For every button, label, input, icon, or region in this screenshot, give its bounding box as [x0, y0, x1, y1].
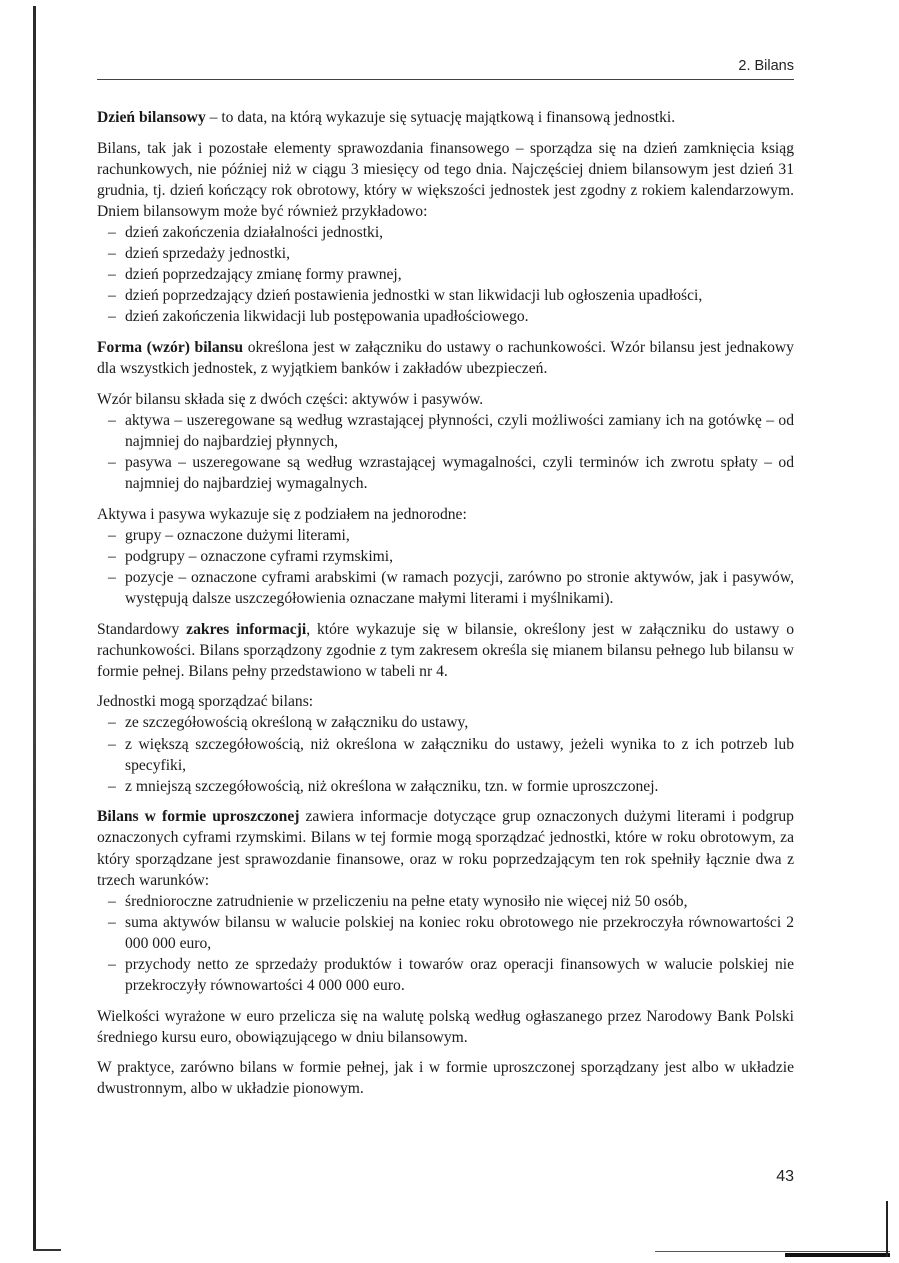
paragraph-text: określona jest w załączniku do ustawy o rachunkowości. Wzór bilansu jest jednakowy dla wszystkich jednostek, z wyjątkiem banków i zakładów ubezpieczeń.	[97, 338, 794, 378]
paragraph-dzien-bilansowy	[97, 107, 794, 128]
list-item: – podgrupy – oznaczone cyframi rzymskimi,	[97, 546, 794, 567]
scan-edge-foot	[33, 1249, 61, 1251]
list-item: – dzień zakończenia likwidacji lub postępowania upadłościowego.	[97, 306, 794, 327]
paragraph-text: zawiera informacje dotyczące grup oznaczonych dużymi literami i podgrup oznaczonych cyframi rzymskimi. Bilans w tej formie mogą sporządzać jednostki, które w roku obrotowym, za który sporządzane jest sprawozdanie finansowe, oraz w roku poprzedzającym ten rok spełniły łącznie dwa z trzech warunków:	[97, 808, 794, 889]
paragraph-forma-bilansu	[97, 337, 794, 379]
list-item: – pozycje – oznaczone cyframi arabskimi (w ramach pozycji, zarówno po stronie aktywów, jak i pasywów, występują dalsze uszczegółowienia oznaczane małymi literami i myślnikami).	[97, 567, 794, 609]
scan-corner-shadow	[655, 1243, 890, 1257]
header-rule	[97, 79, 794, 80]
term-zakres-informacji: zakres informacji	[186, 620, 307, 638]
list-item: – dzień zakończenia działalności jednostki,	[97, 222, 794, 243]
list-warunki	[97, 891, 794, 996]
paragraph-podzial: Aktywa i pasywa wykazuje się z podziałem na jednorodne:	[97, 505, 467, 523]
list-item: – dzień sprzedaży jednostki,	[97, 243, 794, 264]
page-number: 43	[776, 1168, 794, 1185]
list-item: – grupy – oznaczone dużymi literami,	[97, 525, 794, 546]
running-header	[97, 58, 794, 80]
scan-corner-vertical	[886, 1201, 888, 1257]
list-podzial	[97, 525, 794, 609]
scan-edge-shadow	[33, 6, 36, 1251]
list-item: – suma aktywów bilansu w walucie polskiej na koniec roku obrotowego nie przekroczyła równowartości 2 000 000 euro,	[97, 912, 794, 954]
list-szczegolowosc	[97, 712, 794, 796]
scan-corner-bar	[785, 1253, 890, 1257]
list-item: – pasywa – uszeregowane są według wzrastającej wymagalności, czyli terminów ich zwrotu spłaty – od najmniej do najbardziej wymagalnych.	[97, 452, 794, 494]
paragraph-text: – to data, na którą wykazuje się sytuację majątkową i finansową jednostki.	[205, 109, 676, 126]
paragraph-przeliczenie-euro: Wielkości wyrażone w euro przelicza się na walutę polską według ogłaszanego przez Narodowy Bank Polski średniego kursu euro, obowiązującego w dniu bilansowym.	[97, 1007, 794, 1046]
list-item: – dzień poprzedzający dzień postawienia jednostki w stan likwidacji lub ogłoszenia upadłości,	[97, 285, 794, 306]
scan-corner-line	[655, 1251, 890, 1252]
paragraph-text: , które wykazuje się w bilansie, określony jest w załączniku do ustawy o rachunkowości. Bilans sporządzony zgodnie z tym zakresem określa się mianem bilansu pełnego lub bilansu w formie pełnej. Bilans pełny przedstawiono w tabeli nr 4.	[97, 620, 794, 680]
term-forma-bilansu: Forma (wzór) bilansu	[97, 338, 244, 356]
paragraph-text: Standardowy	[97, 620, 187, 638]
paragraph-zakres-informacji	[97, 619, 794, 682]
list-item: – przychody netto ze sprzedaży produktów i towarów oraz operacji finansowych w walucie polskiej nie przekroczyły równowartości 4 000 000 euro.	[97, 954, 794, 996]
term-bilans-uproszczony: Bilans w formie uproszczonej	[97, 808, 300, 826]
paragraph-wzor-bilansu: Wzór bilansu składa się z dwóch części: aktywów i pasywów.	[97, 390, 484, 408]
list-dni-bilansowe	[97, 222, 794, 327]
chapter-title: 2. Bilans	[738, 58, 794, 74]
list-item: – dzień poprzedzający zmianę formy prawnej,	[97, 264, 794, 285]
list-item: – z mniejszą szczegółowością, niż określona w załączniku, tzn. w formie uproszczonej.	[97, 776, 794, 797]
term-dzien-bilansowy: Dzień bilansowy	[97, 109, 206, 126]
paragraph-uklad-bilansu: W praktyce, zarówno bilans w formie pełnej, jak i w formie uproszczonej sporządzany jest albo w układzie dwustronnym, albo w układzie pionowym.	[97, 1059, 794, 1098]
paragraph-jednostki: Jednostki mogą sporządzać bilans:	[97, 693, 314, 711]
list-czesci-bilansu	[97, 410, 794, 494]
list-item: – aktywa – uszeregowane są według wzrastającej płynności, czyli możliwości zamiany ich na gotówkę – od najmniej do najbardziej płynnych,	[97, 410, 794, 452]
paragraph-bilans-termin: Bilans, tak jak i pozostałe elementy sprawozdania finansowego – sporządza się na dzień zamknięcia ksiąg rachunkowych, nie później niż w ciągu 3 miesięcy od tego dnia. Najczęściej dniem bilansowym jest dzień 31 grudnia, tj. dzień kończący rok obrotowy, który w większości jednostek jest zgodny z rokiem kalendarzowym. Dniem bilansowym może być również przykładowo:	[97, 139, 794, 220]
list-item: – z większą szczegółowością, niż określona w załączniku do ustawy, jeżeli wynika to z ich potrzeb lub specyfiki,	[97, 734, 794, 776]
list-item: – średnioroczne zatrudnienie w przeliczeniu na pełne etaty wynosiło nie więcej niż 50 osób,	[97, 891, 794, 912]
paragraph-bilans-uproszczony	[97, 806, 794, 890]
list-item: – ze szczegółowością określoną w załączniku do ustawy,	[97, 712, 794, 733]
page-body	[97, 107, 794, 1100]
